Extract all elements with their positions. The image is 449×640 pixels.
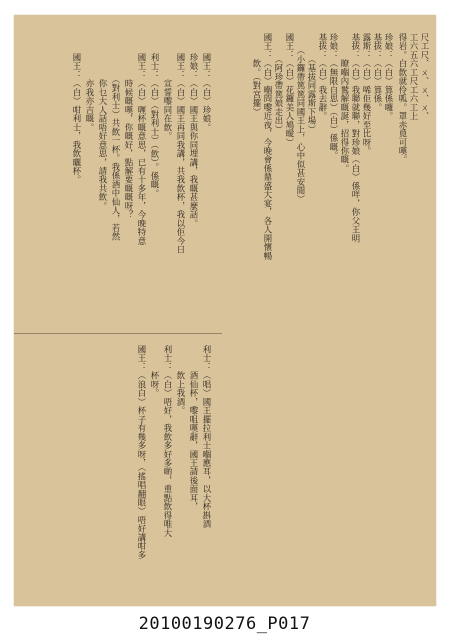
script-line: 宣誓嚟同在飲。 xyxy=(163,53,173,141)
script-line: 你乜大人話唔好意思，請我共飲。 xyxy=(98,53,108,211)
script-line: （基拔同露斯下場） xyxy=(307,33,317,134)
script-line: （小鑼帶篤篤同國王上，心中似甚安閒） xyxy=(296,33,306,204)
catalog-number: 20100190276_P017 xyxy=(138,614,311,634)
section-divider xyxy=(14,333,222,334)
left-page xyxy=(14,15,222,606)
script-line: 國王：（浪白）杯子有幾多呀，（搖唱翻眼）唔好講咁多 xyxy=(137,345,147,560)
script-line: 基拔：（白）我去辭。 xyxy=(318,33,328,121)
script-line: 酒仙杯，嚟咀嘆辭，國王請後面耳， xyxy=(189,345,199,512)
script-line: 亦我亦吉嘅。 xyxy=(85,53,95,132)
script-line: 珍娘：（白）國王與你同埋講，我嘅甚麼話。 xyxy=(189,53,199,228)
script-line: 瞭嗰內鷲解嘅誕，招得你嘅。 xyxy=(340,33,350,173)
notation-line: 得岩。白飲就伶呱。罩赤覓可嘆。 xyxy=(398,33,408,165)
script-line: 飲上我酒。 xyxy=(176,345,186,415)
script-line: 基拔：（白）我聯就聯，對珍娘（白）係咩，你父王明 xyxy=(351,33,361,243)
script-line: 飲。（對宮擺） xyxy=(252,33,262,117)
right-page xyxy=(222,15,436,606)
script-line: （對利士）共飲一杯。我係酒中仙人，若然 xyxy=(111,53,121,242)
script-line: 國王：（白）喱杯嘅意思，已有十多年，今晚特意 xyxy=(137,53,147,246)
script-line: 杯呀。 xyxy=(150,345,160,398)
script-line: （阿珍帶篤娘走出） xyxy=(274,33,284,134)
script-line: 國王：（白）花鑼美人鳩曖） xyxy=(285,33,295,147)
notation-line: 工六五六工尺工六工上 xyxy=(409,33,419,121)
script-line: 國王：（白）嗰問嚟近夜，今晚會係鼎盛大宴，各人開懷暢 xyxy=(263,33,273,261)
script-line: 珍娘：（白）算係囉。 xyxy=(384,33,394,121)
scanned-script-sheet xyxy=(14,15,436,606)
script-line: 基拔：（白）算係。 xyxy=(373,33,383,112)
script-line: 時候嘅嘆，你嘅好，點解要嘅嘅呀？ xyxy=(124,53,134,220)
script-line: 珍娘：（無限自思）（白）係嘅。 xyxy=(329,33,339,160)
notation-line: 尺工尺、ㄨ、ㄨ、ㄨ、 xyxy=(420,33,430,121)
script-line: 利士：（唱）國王擺拉利士嗰應耳，以大杯斟酒 xyxy=(202,345,212,529)
script-line: 國王：（白）國王再同我講，共我飲杯，我以佢今日 xyxy=(176,53,186,255)
script-line: 露斯：（白）唏佢幾好至比呀。 xyxy=(362,33,372,156)
script-line: 利士：（白）唔好，我飲多好多啲，重點飲得唯大 xyxy=(163,345,173,538)
script-line: 國王：（白）咁利士，我飲曬杯。 xyxy=(72,53,82,185)
script-line: 國王：（白）珍娘。 xyxy=(202,53,212,132)
script-line: 利士：（白）（對利士）（飲）。係嘅。 xyxy=(150,53,160,198)
